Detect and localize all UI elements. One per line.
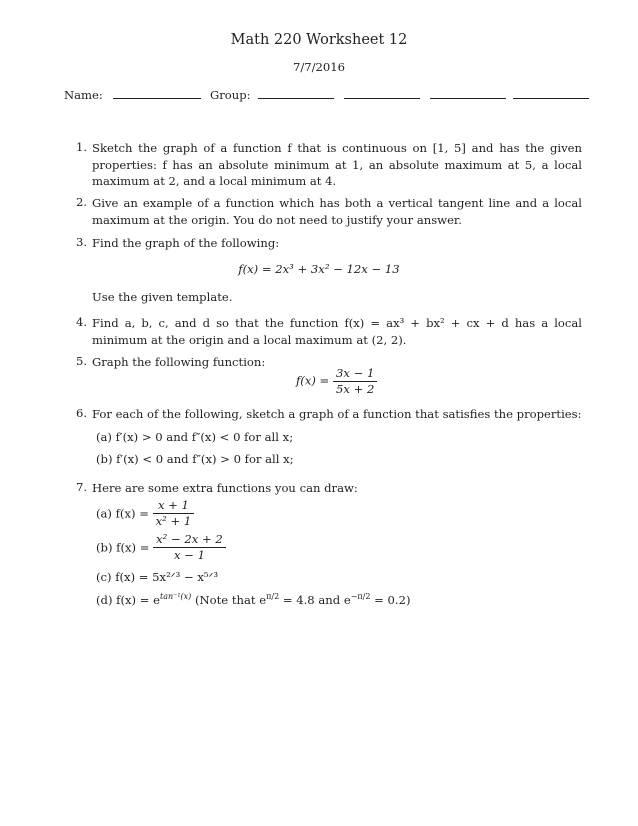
problem-5-lhs: f(x) = (296, 373, 330, 388)
problem-1-number: 1. (76, 140, 88, 154)
group-label: Group: (210, 88, 251, 102)
problem-6a: (a) f′(x) > 0 and f″(x) < 0 for all x; (96, 430, 294, 444)
problem-7d-note-exp2: −π/2 (350, 592, 371, 601)
problem-7b-denominator: x − 1 (173, 548, 205, 562)
problem-5-numerator: 3x − 1 (333, 366, 377, 382)
problem-2-number: 2. (76, 195, 88, 209)
problem-5-equation (296, 366, 377, 397)
group-blank-2[interactable] (344, 88, 420, 99)
group-blank-1[interactable] (258, 88, 334, 99)
problem-5-fraction (333, 366, 377, 397)
problem-7-text: Here are some extra functions you can draw: (92, 481, 358, 495)
problem-7d-note-exp1: π/2 (266, 592, 280, 601)
name-label: Name: (64, 88, 103, 102)
problem-7d (96, 592, 411, 607)
problem-7a-fraction (153, 498, 195, 529)
group-row (210, 88, 589, 102)
problem-7d-exponent: tan⁻¹(x) (159, 592, 192, 601)
problem-7b-numerator: x² − 2x + 2 (153, 532, 226, 548)
problem-7-number: 7. (76, 480, 88, 494)
name-row (64, 88, 201, 102)
page-title: Math 220 Worksheet 12 (230, 32, 408, 48)
problem-5-denominator: 5x + 2 (335, 382, 375, 396)
problem-7a-label: (a) f(x) = (96, 506, 149, 521)
problem-7b-fraction (153, 532, 226, 563)
problem-7d-note-end: = 0.2) (370, 592, 411, 607)
problem-6-number: 6. (76, 406, 88, 420)
problem-6b: (b) f′(x) < 0 and f″(x) > 0 for all x; (96, 452, 294, 466)
group-blank-4[interactable] (513, 88, 589, 99)
problem-5-text: Graph the following function: (92, 355, 266, 369)
problem-7a-numerator: x + 1 (153, 498, 195, 514)
problem-5-number: 5. (76, 354, 88, 368)
name-blank[interactable] (113, 88, 201, 99)
problem-4-number: 4. (76, 315, 88, 329)
group-blank-3[interactable] (430, 88, 506, 99)
page-date: 7/7/2016 (292, 60, 346, 74)
problem-7a (96, 498, 194, 529)
problem-4-text: Find a, b, c, and d so that the function f(x) = ax³ + bx² + cx + d has a local minimum at the origin and a local maximum at (2, 2). (92, 316, 582, 347)
problem-3-equation: f(x) = 2x³ + 3x² − 12x − 13 (238, 262, 400, 276)
problem-7d-note: (Note that e (195, 592, 267, 607)
problem-3-note: Use the given template. (92, 290, 233, 304)
problem-7d-label: (d) f(x) = e (96, 592, 160, 607)
problem-7b-label: (b) f(x) = (96, 540, 150, 555)
problem-2-text: Give an example of a function which has both a vertical tangent line and a local maximum at the origin. You do not need to justify your answer. (92, 196, 582, 227)
problem-7d-note-mid: = 4.8 and e (279, 592, 351, 607)
problem-3-number: 3. (76, 235, 88, 249)
problem-6-text: For each of the following, sketch a graph of a function that satisfies the properties: (92, 407, 582, 421)
problem-7a-denominator: x² + 1 (155, 514, 192, 528)
problem-3-text: Find the graph of the following: (92, 236, 280, 250)
problem-1-text: Sketch the graph of a function f that is continuous on [1, 5] and has the given properties: f has an absolute minimum at 1, an absolute maximum at 5, a local maximum at 2, and a local minimum at 4. (92, 141, 582, 188)
problem-7c: (c) f(x) = 5x²ᐟ³ − x⁵ᐟ³ (96, 570, 219, 584)
problem-7b (96, 532, 226, 563)
